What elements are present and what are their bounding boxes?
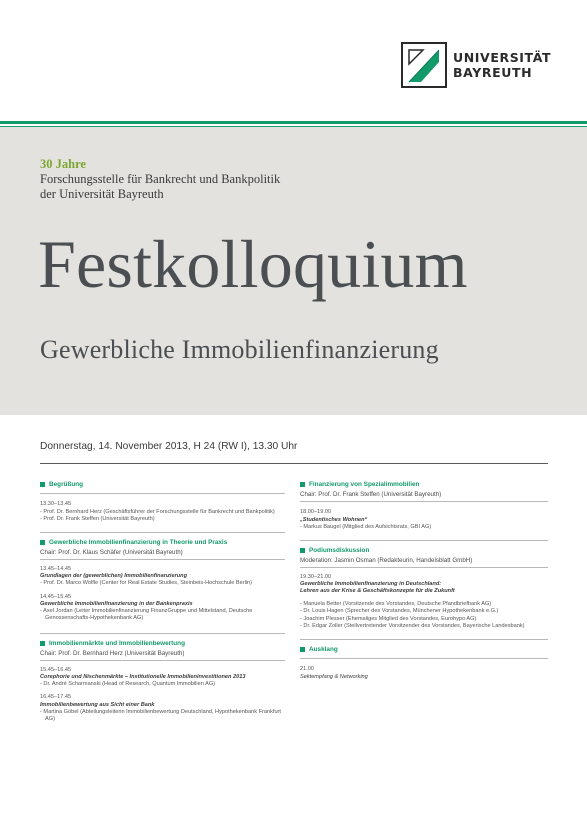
section-panel-discussion: [300, 540, 548, 630]
speaker: - Prof. Dr. Marco Wölfle (Center for Real Estate Studies, Steinbeis-Hochschule Berlin): [40, 580, 285, 587]
time-slot: 14.45–15.45: [40, 593, 72, 600]
section-header: [300, 545, 548, 556]
logo-line-2: BAYREUTH: [453, 65, 533, 80]
panelist: - Dr. Louis Hagen (Sprecher des Vorstandes, Münchener Hypothekenbank e.G.): [300, 608, 548, 615]
section-header: [300, 479, 548, 490]
speaker: - Axel Jordan (Leiter Immobilienfinanzierung FinanzGruppe und Mittelstand, Deutsche Genossenschafts-Hypothekenbank AG): [40, 608, 285, 622]
logo-line-1: UNIVERSITÄT: [453, 50, 552, 65]
section-title: Immobilienmärkte und Immobilienbewertung: [49, 639, 185, 647]
square-bullet-icon: [40, 641, 45, 646]
closing-activity: Sektempfang & Networking: [300, 673, 368, 680]
talk-title: „Studentisches Wohnen“: [300, 516, 368, 523]
talk-title-line-2: Lehren aus der Krise & Geschäftskonzepte für die Zukunft: [300, 588, 455, 595]
institute-name: [40, 172, 280, 202]
panelist: - Dr. Edgar Zoller (Stellvertretender Vorsitzender des Vorstandes, Bayerische Landesbank): [300, 623, 548, 630]
chair: Chair: Prof. Dr. Frank Steffen (Universität Bayreuth): [300, 491, 442, 498]
section-rule: [300, 658, 548, 659]
section-rule: [40, 660, 285, 661]
section-special-properties: [300, 479, 548, 531]
anniversary-label: 30 Jahre: [40, 157, 86, 171]
date-divider: [40, 463, 548, 464]
panelist: - Joachim Plesser (Ehemaliges Mitglied des Vorstandes, Eurohypo AG): [300, 616, 548, 623]
time-slot: 13.45–14.45: [40, 565, 72, 572]
square-bullet-icon: [300, 482, 305, 487]
speaker: - Prof. Dr. Bernhard Herz (Geschäftsführer der Forschungsstelle für Bankrecht und Bankpolitik): [40, 509, 285, 516]
event-date: Donnerstag, 14. November 2013, H 24 (RW I), 13.30 Uhr: [40, 441, 298, 452]
talk-title: Immobilienbewertung aus Sicht einer Bank: [40, 701, 155, 708]
talk-title: Grundlagen der (gewerblichen) Immobilienfinanzierung: [40, 573, 188, 580]
time-slot: 19.30–21.00: [300, 573, 332, 580]
speaker: - Martina Göbel (Abteilungsleiterin Immobilienbewertung Deutschland, Hypothekenbank Frankfurt AG): [40, 709, 285, 723]
panelist: - Manuela Better (Vorsitzende des Vorstandes, Deutsche Pfandbriefbank AG): [300, 601, 548, 608]
university-logo: [401, 42, 553, 90]
section-header: [40, 537, 285, 548]
speaker: - Prof. Dr. Frank Steffen (Universität Bayreuth): [40, 516, 285, 523]
time-slot: 16.45–17.45: [40, 694, 72, 701]
section-header: [40, 638, 285, 649]
program-left-column: [40, 479, 285, 723]
section-title: Gewerbliche Immobilienfinanzierung in Theorie und Praxis: [49, 538, 228, 546]
time-slot: 18.00–19.00: [300, 509, 332, 515]
section-title: Ausklang: [309, 646, 338, 654]
section-rule: [300, 501, 548, 502]
section-markets-valuation: [40, 633, 285, 724]
time-slot: 13.30–13.45: [40, 501, 72, 507]
talk-title-line-1: Gewerbliche Immobilienfinanzierung in Deutschland:: [300, 581, 442, 588]
talk-title: Corephorie und Nischenmärkte – Institutionelle Immobilieninvestitionen 2013: [40, 674, 246, 681]
section-title: Finanzierung von Spezialimmobilien: [309, 481, 420, 488]
section-header: [40, 479, 285, 490]
logo-mark-icon: [401, 42, 447, 88]
section-closing: [300, 639, 548, 681]
section-rule: [300, 639, 548, 640]
time-slot: 15.45–16.45: [40, 666, 72, 673]
header: [0, 0, 587, 122]
page-title: Festkolloquium: [38, 226, 468, 302]
time-slot: 21.00: [300, 666, 314, 673]
section-rule: [300, 540, 548, 541]
page-subtitle: Gewerbliche Immobilienfinanzierung: [40, 335, 439, 364]
institute-line-2: der Universität Bayreuth: [40, 187, 164, 201]
talk-title: Gewerbliche Immobilienfinanzierung in der Bankenpraxis: [40, 601, 193, 608]
program-right-column: [300, 479, 548, 681]
section-rule: [40, 493, 285, 494]
chair: Chair: Prof. Dr. Klaus Schäfer (Universität Bayreuth): [40, 548, 183, 556]
chair: Chair: Prof. Dr. Bernhard Herz (Universität Bayreuth): [40, 649, 185, 657]
speaker: - Markus Baugel (Mitglied des Aufsichtsrats, GBI AG): [300, 524, 548, 531]
square-bullet-icon: [300, 548, 305, 553]
square-bullet-icon: [40, 540, 45, 545]
section-theory-practice: [40, 532, 285, 623]
section-rule: [40, 633, 285, 634]
section-title: Begrüßung: [49, 481, 84, 488]
institute-line-1: Forschungsstelle für Bankrecht und Bankpolitik: [40, 172, 281, 186]
section-rule: [40, 559, 285, 560]
section-title: Podiumsdiskussion: [309, 546, 370, 554]
square-bullet-icon: [300, 647, 305, 652]
logo-text: [453, 50, 551, 80]
section-rule: [40, 532, 285, 533]
speaker: - Dr. André Scharmanski (Head of Research, Quantum Immobilien AG): [40, 681, 285, 688]
section-welcome: [40, 479, 285, 523]
section-rule: [300, 567, 548, 568]
moderation: Moderation: Jasmin Osman (Redakteurin, Handelsblatt GmbH): [300, 556, 473, 564]
section-header: [300, 644, 548, 655]
square-bullet-icon: [40, 482, 45, 487]
